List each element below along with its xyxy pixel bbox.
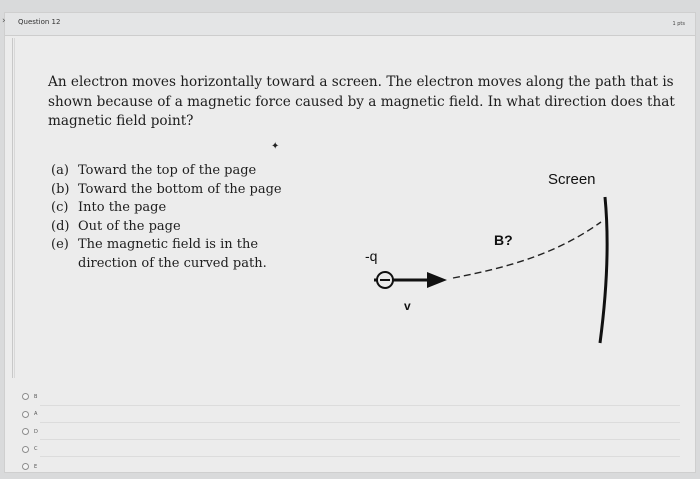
electron-path-diagram [355,165,615,355]
curved-path [453,222,601,278]
choice-a: (a) Toward the top of the page [51,163,257,178]
answer-option[interactable]: E [22,461,38,472]
choice-e: (e) The magnetic field is in the [51,237,259,252]
choice-c: (c) Into the page [51,200,167,215]
choices-list [51,162,291,273]
radio-button[interactable] [22,393,29,400]
divider [40,405,680,406]
radio-button[interactable] [22,411,29,418]
radio-button[interactable] [22,446,29,453]
mouse-cursor-icon: ✦ [271,141,280,152]
answer-option[interactable]: A [22,409,38,420]
choice-d: (d) Out of the page [51,218,181,234]
screen-label: Screen [548,171,596,188]
charge-label: -q [365,248,378,264]
divider [14,38,15,378]
answer-option[interactable]: D [22,426,38,437]
divider [40,456,680,457]
question-title: Question 12 [18,18,61,26]
field-label: B? [494,232,513,248]
question-header [2,13,695,36]
screen-line [600,197,607,343]
question-points: 1 pts [672,21,685,27]
answer-option[interactable]: B [22,391,38,402]
velocity-arrow-head [427,272,447,288]
radio-button[interactable] [22,463,29,470]
collapse-arrow-icon[interactable]: › [2,16,6,26]
question-prompt: An electron moves horizontally toward a screen. The electron moves along the path that is shown because of a magnetic force caused by a magnetic field. In what direction does that magnetic field point? [48,74,675,129]
answer-option[interactable]: C [22,444,38,455]
divider [40,422,680,423]
divider [12,38,13,378]
velocity-label: v [404,299,411,313]
answer-options [22,391,38,479]
choice-b: (b) Toward the bottom of the page [51,181,282,197]
divider [40,439,680,440]
choice-e-continuation: direction of the curved path. [78,255,267,271]
radio-button[interactable] [22,428,29,435]
